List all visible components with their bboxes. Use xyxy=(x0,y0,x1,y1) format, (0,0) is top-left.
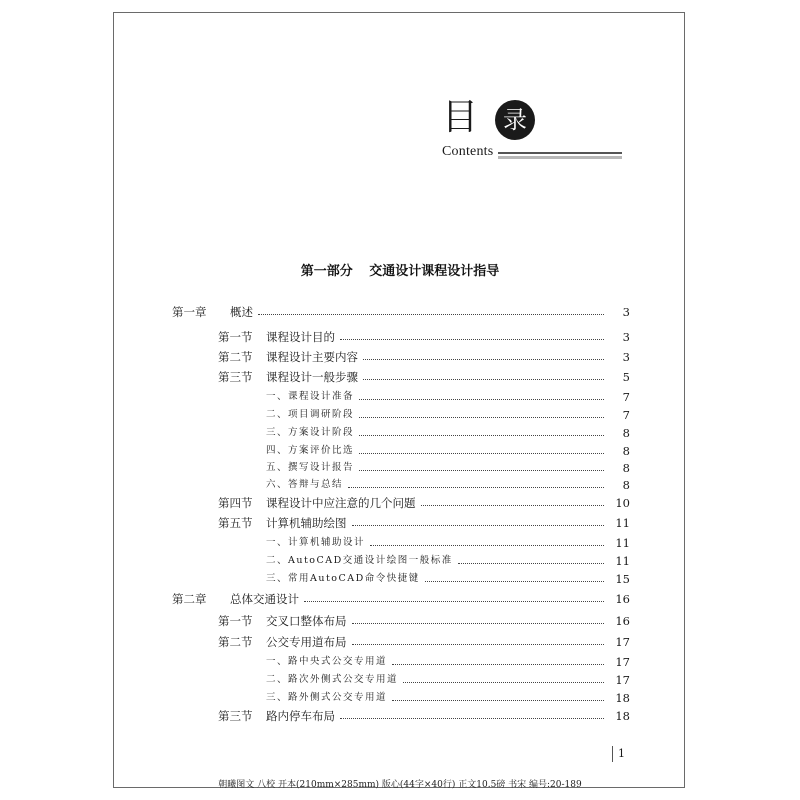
page-ref: 5 xyxy=(604,369,630,385)
dot-leader xyxy=(363,359,612,360)
section-title: 课程设计一般步骤 xyxy=(266,369,361,385)
toc-entry xyxy=(0,349,800,369)
dot-leader xyxy=(352,525,613,526)
page-ref: 3 xyxy=(604,329,630,345)
chapter-title: 总体交通设计 xyxy=(230,591,302,607)
contents-rule xyxy=(498,152,622,154)
page-number: 1 xyxy=(618,747,625,760)
section-number: 第一节 xyxy=(218,614,253,628)
dot-leader xyxy=(458,563,612,564)
page-ref: 16 xyxy=(604,613,630,629)
item-title: 六、答辩与总结 xyxy=(266,477,346,493)
dot-leader xyxy=(352,644,613,645)
toc-entry xyxy=(0,407,800,427)
print-info-footer: 朝曦图文 八校 开本(210mm×285mm) 版心(44字×40行) 正文10.5磅 书宋 编号:20-189 xyxy=(218,780,582,790)
toc-title-char-mu: 目 xyxy=(442,97,479,138)
item-title: 五、撰写设计报告 xyxy=(266,460,357,476)
section-title: 计算机辅助绘图 xyxy=(266,515,350,531)
dot-leader xyxy=(359,435,612,436)
item-title: 二、项目调研阶段 xyxy=(266,407,357,423)
contents-subtitle: Contents xyxy=(442,144,494,159)
page-ref: 8 xyxy=(604,425,630,441)
dot-leader xyxy=(359,417,612,418)
page-ref: 17 xyxy=(604,634,630,650)
dot-leader xyxy=(258,314,612,315)
page-ref: 8 xyxy=(604,477,630,493)
toc-entry xyxy=(0,553,800,573)
dot-leader xyxy=(304,601,612,602)
page-ref: 11 xyxy=(604,515,630,531)
page-ref: 15 xyxy=(604,571,630,587)
item-title: 一、路中央式公交专用道 xyxy=(266,654,390,670)
page-ref: 18 xyxy=(604,708,630,724)
dot-leader xyxy=(359,399,612,400)
part-heading xyxy=(0,264,800,280)
item-title: 四、方案评价比选 xyxy=(266,443,357,459)
dot-leader xyxy=(340,339,612,340)
item-title: 一、计算机辅助设计 xyxy=(266,535,368,551)
toc-entry xyxy=(0,389,800,409)
page-ref: 17 xyxy=(604,654,630,670)
toc-entry xyxy=(0,571,800,591)
dot-leader xyxy=(363,379,612,380)
toc-entry xyxy=(0,654,800,674)
page-ref: 7 xyxy=(604,389,630,405)
page-number-rule xyxy=(612,746,613,762)
dot-leader xyxy=(392,664,612,665)
section-title: 课程设计中应注意的几个问题 xyxy=(266,495,419,511)
item-title: 三、方案设计阶段 xyxy=(266,425,357,441)
item-title: 一、课程设计准备 xyxy=(266,389,357,405)
chapter-number: 第二章 xyxy=(172,592,207,606)
dot-leader xyxy=(425,581,612,582)
toc-entry xyxy=(0,495,800,515)
dot-leader xyxy=(348,487,612,488)
toc-entry xyxy=(0,515,800,535)
toc-entry xyxy=(0,369,800,389)
toc-title-char-lu-circle: 录 xyxy=(495,100,535,140)
page-ref: 3 xyxy=(604,304,630,320)
page-ref: 11 xyxy=(604,553,630,569)
dot-leader xyxy=(370,545,612,546)
dot-leader xyxy=(359,470,612,471)
toc-entry xyxy=(0,690,800,710)
toc-entry xyxy=(0,708,800,728)
page-ref: 16 xyxy=(604,591,630,607)
section-title: 交叉口整体布局 xyxy=(266,613,350,629)
page-ref: 11 xyxy=(604,535,630,551)
dot-leader xyxy=(352,623,613,624)
section-number: 第五节 xyxy=(218,516,253,530)
toc-entry xyxy=(0,672,800,692)
chapter-title: 概述 xyxy=(230,304,256,320)
page-ref: 7 xyxy=(604,407,630,423)
contents-rule-shadow xyxy=(498,156,622,159)
page-ref: 8 xyxy=(604,460,630,476)
toc-entry xyxy=(0,634,800,654)
toc-entry xyxy=(0,329,800,349)
part-title: 交通设计课程设计指导 xyxy=(369,264,500,279)
dot-leader xyxy=(392,700,612,701)
section-title: 课程设计主要内容 xyxy=(266,349,361,365)
toc-entry xyxy=(0,477,800,497)
section-number: 第三节 xyxy=(218,370,253,384)
section-number: 第二节 xyxy=(218,635,253,649)
toc-entry xyxy=(0,304,800,324)
toc-entry xyxy=(0,591,800,611)
section-title: 课程设计目的 xyxy=(266,329,338,345)
page-ref: 3 xyxy=(604,349,630,365)
section-number: 第二节 xyxy=(218,350,253,364)
toc-entry xyxy=(0,535,800,555)
item-title: 三、路外侧式公交专用道 xyxy=(266,690,390,706)
page-ref: 18 xyxy=(604,690,630,706)
toc-entry xyxy=(0,425,800,445)
toc-entry xyxy=(0,613,800,633)
dot-leader xyxy=(340,718,612,719)
page-ref: 17 xyxy=(604,672,630,688)
page-ref: 8 xyxy=(604,443,630,459)
item-title: 二、路次外侧式公交专用道 xyxy=(266,672,401,688)
chapter-number: 第一章 xyxy=(172,305,207,319)
dot-leader xyxy=(359,453,612,454)
part-label: 第一部分 xyxy=(300,264,353,279)
section-number: 第一节 xyxy=(218,330,253,344)
dot-leader xyxy=(403,682,612,683)
section-number: 第四节 xyxy=(218,496,253,510)
section-number: 第三节 xyxy=(218,709,253,723)
section-title: 路内停车布局 xyxy=(266,708,338,724)
section-title: 公交专用道布局 xyxy=(266,634,350,650)
page-ref: 10 xyxy=(604,495,630,511)
item-title: 三、常用AutoCAD命令快捷键 xyxy=(266,571,423,587)
dot-leader xyxy=(421,505,613,506)
item-title: 二、AutoCAD交通设计绘图一般标准 xyxy=(266,553,456,569)
